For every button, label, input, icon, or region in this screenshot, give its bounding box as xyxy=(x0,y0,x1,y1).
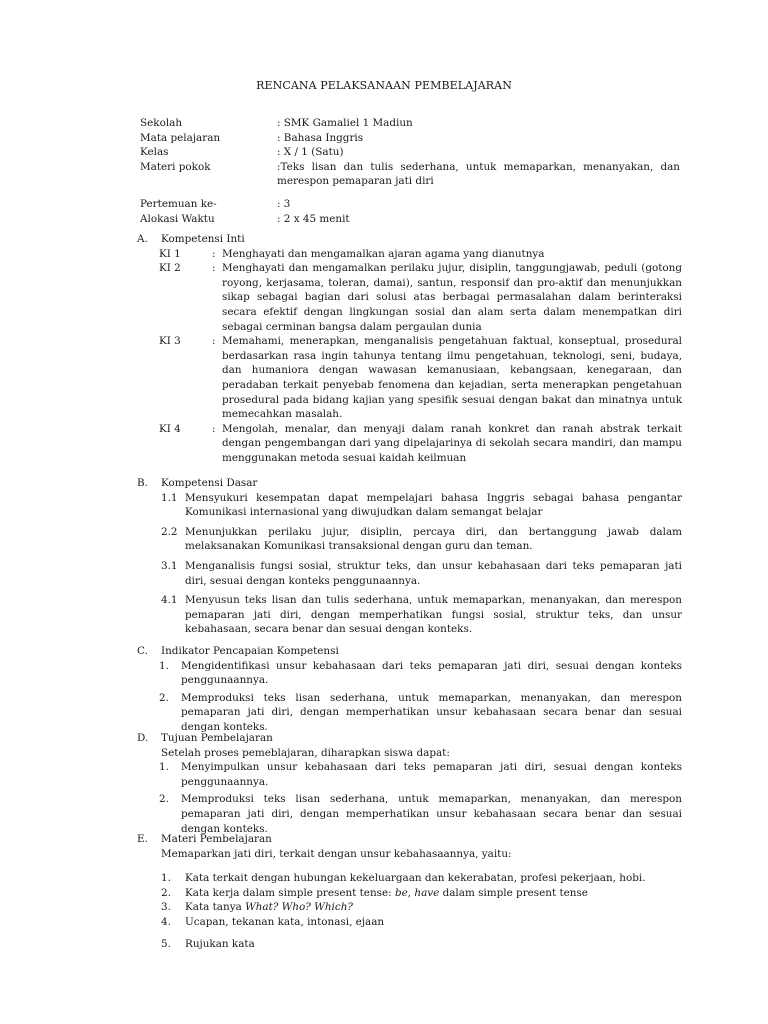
identity-row-kelas xyxy=(140,145,680,160)
ki-colon: : xyxy=(212,422,216,435)
identity-value: : Bahasa Inggris xyxy=(277,131,364,144)
item-text: Mengidentifikasi unsur kebahasaan dari teks pemaparan jati diri, sesuai dengan konteks penggunaannya. xyxy=(181,659,682,687)
section-intro: Setelah proses pemeblajaran, diharapkan siswa dapat: xyxy=(161,746,450,759)
section-tujuan xyxy=(137,731,682,839)
section-kompetensi-inti xyxy=(137,232,682,466)
identity-value: : 2 x 45 menit xyxy=(277,212,350,225)
identity-row-materi-pokok xyxy=(140,160,680,189)
item-number: 2. xyxy=(159,691,169,704)
identity-label: Materi pokok xyxy=(140,160,211,173)
section-letter: B. xyxy=(137,477,148,489)
item-text: Kata terkait dengan hubungan kekeluargaan dan kekerabatan, profesi pekerjaan, hobi. xyxy=(185,872,646,885)
indikator-item xyxy=(159,659,682,688)
section-heading xyxy=(137,476,682,491)
item-text: Ucapan, tekanan kata, intonasi, ejaan xyxy=(185,915,385,928)
section-letter: A. xyxy=(137,233,148,245)
identity-row-sekolah xyxy=(140,116,680,131)
kd-number: 4.1 xyxy=(161,594,178,607)
section-title: Kompetensi Dasar xyxy=(161,477,258,489)
kd-text: Menyusun teks lisan dan tulis sederhana, untuk memaparkan, menanyakan, dan merespon pemaparan jati diri, dengan memperhatikan fungsi sosial, struktur teks, dan unsur kebahasaan, secara benar dan sesuai dengan konteks. xyxy=(185,594,682,636)
item-text: Memproduksi teks lisan sederhana, untuk memaparkan, menanyakan, dan merespon pemaparan jati diri, dengan memperhatikan unsur kebahasaan secara benar dan sesuai dengan konteks. xyxy=(181,793,682,835)
identity-value: : SMK Gamaliel 1 Madiun xyxy=(277,117,413,129)
item-text xyxy=(185,886,682,901)
item-text: Rujukan kata xyxy=(185,937,255,950)
identity-label: Pertemuan ke- xyxy=(140,197,217,210)
materi-item xyxy=(161,886,682,901)
item-text-emphasis: have xyxy=(414,886,440,899)
item-number: 3. xyxy=(161,901,171,914)
materi-item xyxy=(161,937,682,952)
section-materi xyxy=(137,832,682,951)
section-title: Indikator Pencapaian Kompetensi xyxy=(161,645,339,657)
tujuan-item xyxy=(159,760,682,789)
spacer xyxy=(140,189,680,197)
item-text-part: dalam simple present tense xyxy=(439,886,588,899)
ki-text: Memahami, menerapkan, menganalisis pengetahuan faktual, konseptual, prosedural berdasarkan rasa ingin tahunya tentang ilmu pengetahuan, teknologi, seni, budaya, dan humaniora dengan wawasan kemanusiaan, kebangsaan, kenegaraan, dan peradaban terkait penyebab fenomena dan kejadian, serta menerapkan pengetahuan prosedural pada bidang kajian yang spesifik sesuai dengan bakat dan minatnya untuk memecahkan masalah. xyxy=(222,335,682,421)
item-text xyxy=(185,900,682,915)
kd-item xyxy=(161,559,682,588)
item-number: 1. xyxy=(159,761,169,774)
kd-number: 3.1 xyxy=(161,559,178,572)
item-number: 5. xyxy=(161,937,171,950)
item-number: 1. xyxy=(159,659,169,672)
item-text-part: , xyxy=(407,886,415,899)
ki-item xyxy=(159,334,682,422)
kd-number: 2.2 xyxy=(161,525,178,538)
materi-item xyxy=(161,915,682,930)
indikator-item xyxy=(159,691,682,735)
section-letter: C. xyxy=(137,645,148,657)
identity-value: :Teks lisan dan tulis sederhana, untuk memaparkan, menanyakan, dan merespon pemaparan jati diri xyxy=(277,160,680,188)
item-text-part: Kata tanya xyxy=(185,901,246,914)
section-heading xyxy=(137,832,682,847)
section-heading xyxy=(137,731,682,746)
identity-row-pertemuan xyxy=(140,197,680,212)
ki-item xyxy=(159,422,682,466)
ki-label: KI 3 xyxy=(159,335,181,348)
section-letter: D. xyxy=(137,732,149,744)
item-number: 1. xyxy=(161,872,171,885)
ki-text: Mengolah, menalar, dan menyaji dalam ranah konkret dan ranah abstrak terkait dengan pengembangan dari yang dipelajarinya di sekolah secara mandiri, dan mampu menggunakan metoda sesuai kaidah keilmuan xyxy=(222,422,682,464)
identity-block xyxy=(140,116,680,226)
identity-label: Kelas xyxy=(140,146,169,159)
identity-row-alokasi-waktu xyxy=(140,212,680,227)
kd-item xyxy=(161,593,682,637)
section-title: Kompetensi Inti xyxy=(161,233,245,245)
kd-text: Menganalisis fungsi sosial, struktur teks, dan unsur kebahasaan dari teks pemaparan jati diri, sesuai dengan konteks penggunaannya. xyxy=(185,559,682,587)
ki-label: KI 1 xyxy=(159,247,181,260)
kd-item xyxy=(161,525,682,554)
item-text-part: Kata kerja dalam simple present tense: xyxy=(185,886,395,899)
ki-text: Menghayati dan mengamalkan perilaku jujur, disiplin, tanggungjawab, peduli (gotong royong, kerjasama, toleran, damai), santun, responsif dan pro-aktif dan menunjukkan sikap sebagai bagian dari solusi atas berbagai permasalahan dalam berinteraksi secara efektif dengan lingkungan sosial dan alam serta dalam menempatkan diri sebagai cerminan bangsa dalam pergaulan dunia xyxy=(222,262,682,333)
ki-item xyxy=(159,261,682,334)
section-indikator xyxy=(137,644,682,738)
identity-value: : X / 1 (Satu) xyxy=(277,146,344,159)
document-title: RENCANA PELAKSANAAN PEMBELAJARAN xyxy=(256,79,512,92)
kd-item xyxy=(161,491,682,520)
ki-text: Menghayati dan mengamalkan ajaran agama yang dianutnya xyxy=(222,247,545,260)
ki-label: KI 2 xyxy=(159,262,181,275)
section-title: Tujuan Pembelajaran xyxy=(161,732,273,744)
identity-label: Sekolah xyxy=(140,117,183,129)
item-text-emphasis: be xyxy=(394,886,408,899)
ki-label: KI 4 xyxy=(159,422,181,435)
materi-item xyxy=(161,871,682,886)
identity-label: Mata pelajaran xyxy=(140,131,221,144)
item-text-emphasis: What? Who? Which? xyxy=(245,901,353,914)
identity-label: Alokasi Waktu xyxy=(140,212,215,225)
section-title: Materi Pembelajaran xyxy=(161,833,272,845)
kd-text: Menunjukkan perilaku jujur, disiplin, percaya diri, dan bertanggung jawab dalam melaksanakan Komunikasi transaksional dengan guru dan teman. xyxy=(185,525,682,553)
ki-colon: : xyxy=(212,335,216,348)
item-text: Menyimpulkan unsur kebahasaan dari teks pemaparan jati diri, sesuai dengan konteks penggunaannya. xyxy=(181,761,682,788)
section-heading xyxy=(137,232,682,247)
ki-colon: : xyxy=(212,262,216,275)
item-text: Memproduksi teks lisan sederhana, untuk memaparkan, menanyakan, dan merespon pemaparan jati diri, dengan memperhatikan unsur kebahasaan secara benar dan sesuai dengan konteks. xyxy=(181,691,682,733)
tujuan-item xyxy=(159,792,682,836)
kd-number: 1.1 xyxy=(161,491,178,504)
identity-row-mata-pelajaran xyxy=(140,131,680,146)
materi-item xyxy=(161,900,682,915)
ki-colon: : xyxy=(212,247,216,260)
kd-text: Mensyukuri kesempatan dapat mempelajari bahasa Inggris sebagai bahasa pengantar Komunikasi internasional yang diwujudkan dalam semangat belajar xyxy=(185,491,682,519)
section-letter: E. xyxy=(137,833,148,845)
item-number: 4. xyxy=(161,915,171,928)
section-kompetensi-dasar xyxy=(137,476,682,642)
section-intro: Memaparkan jati diri, terkait dengan unsur kebahasaannya, yaitu: xyxy=(161,847,512,860)
identity-value: : 3 xyxy=(277,197,291,210)
ki-item xyxy=(159,247,682,262)
item-number: 2. xyxy=(159,793,169,806)
section-heading xyxy=(137,644,682,659)
item-number: 2. xyxy=(161,886,171,899)
